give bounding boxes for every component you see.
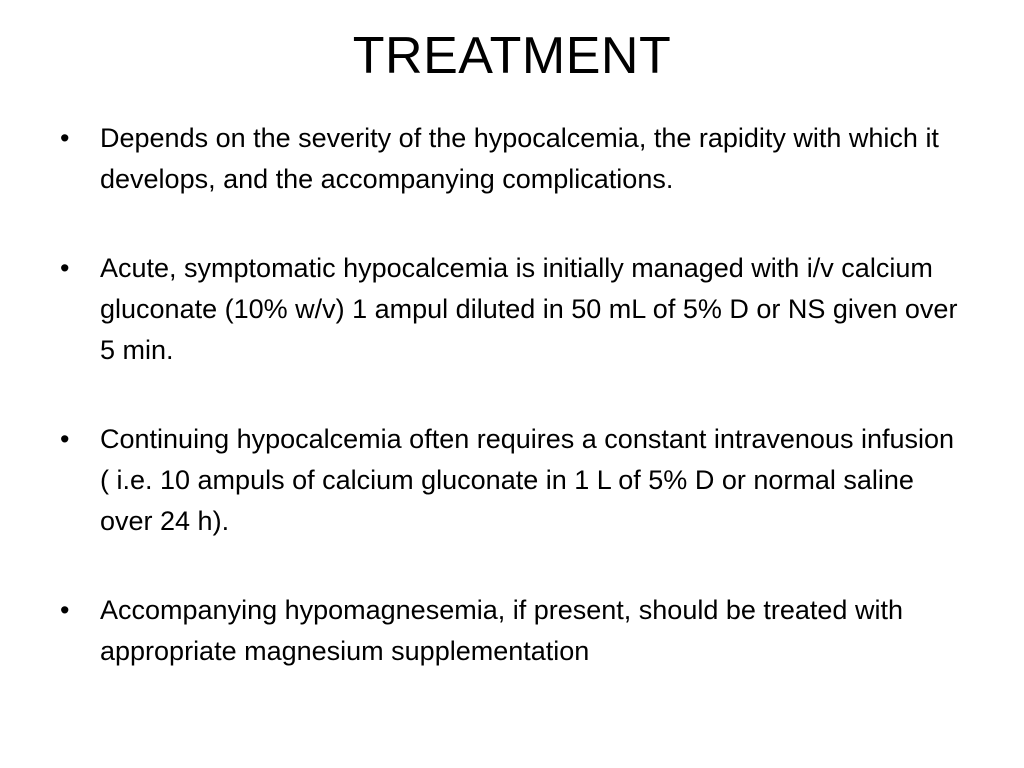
bullet-dot-icon: •	[60, 424, 70, 454]
bullet-text: Accompanying hypomagnesemia, if present, should be treated with appropriate magnesium supplementation	[100, 595, 903, 666]
bullet-item-continuing	[60, 419, 970, 542]
bullet-dot-icon: •	[60, 253, 70, 283]
bullet-item-hypomagnesemia	[60, 590, 970, 672]
bullet-text: Acute, symptomatic hypocalcemia is initially managed with i/v calcium gluconate (10% w/v) 1 ampul diluted in 50 mL of 5% D or NS given over 5 min.	[100, 253, 958, 365]
bullet-text: Depends on the severity of the hypocalcemia, the rapidity with which it develops, and the accompanying complications.	[100, 123, 939, 194]
bullet-item-acute	[60, 248, 970, 371]
bullet-item-severity	[60, 118, 970, 200]
slide-title: TREATMENT	[352, 27, 672, 85]
bullet-dot-icon: •	[60, 595, 70, 625]
bullet-list	[60, 118, 970, 672]
bullet-dot-icon: •	[60, 123, 70, 153]
bullet-text: Continuing hypocalcemia often requires a constant intravenous infusion ( i.e. 10 ampuls of calcium gluconate in 1 L of 5% D or normal saline over 24 h).	[100, 424, 955, 536]
